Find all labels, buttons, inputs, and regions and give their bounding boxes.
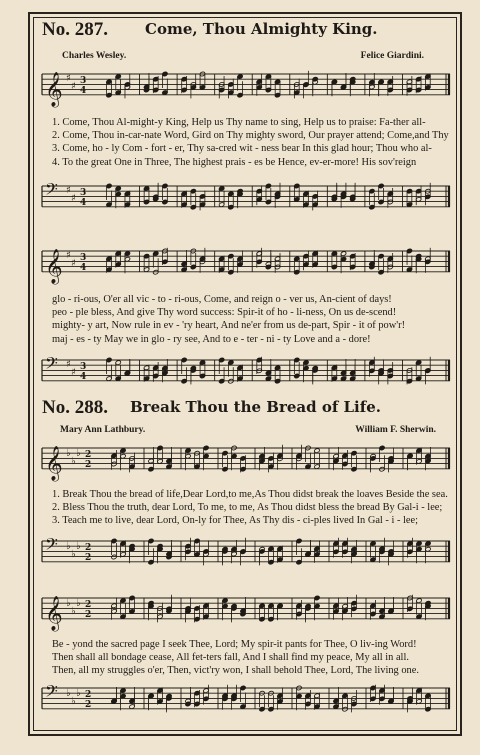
- verse-line: 1. Come, Thou Al-might-y King, Help us Thy name to sing, Help us to praise: Fa-ther all-: [52, 117, 426, 128]
- time-signature: 4: [80, 263, 87, 273]
- verse-line: Then shall all bondage cease, All fet-ters fall, And I shall find my peace, My all in all.: [52, 652, 409, 664]
- key-signature: ♭: [66, 448, 71, 459]
- hymn-number: No. 287.: [42, 19, 108, 40]
- key-signature: ♯: [71, 193, 76, 204]
- time-signature: 2: [85, 690, 92, 700]
- composer: Felice Giardini.: [360, 51, 424, 61]
- key-signature: ♭: [66, 688, 71, 699]
- time-signature: 3: [80, 188, 87, 198]
- verse-line: Then, all my struggles o'er, Then, vict'ry won, I shall behold Thee, Lord, The living one.: [52, 665, 419, 677]
- time-signature: 2: [85, 450, 92, 460]
- bass-clef: 𝄢: [45, 534, 58, 558]
- key-signature: ♭: [71, 606, 76, 617]
- staff-bass-1: [40, 178, 452, 222]
- composer: William F. Sherwin.: [355, 425, 436, 435]
- hymn-288-credits: [58, 425, 438, 437]
- lyricist: Mary Ann Lathbury.: [60, 425, 146, 435]
- time-signature: 2: [85, 600, 92, 610]
- verse-line: glo - ri-ous, O'er all vic - to - ri-ous, Come, and reign o - ver us, An-cient of days!: [52, 294, 392, 305]
- time-signature: 3: [80, 76, 87, 86]
- key-signature: ♯: [66, 73, 71, 84]
- time-signature: 2: [85, 553, 92, 563]
- time-signature: 2: [85, 460, 92, 470]
- key-signature: ♯: [66, 250, 71, 261]
- treble-clef: 𝄞: [45, 445, 63, 481]
- hymn-number: No. 288.: [42, 397, 108, 418]
- time-signature: 4: [80, 198, 87, 208]
- key-signature: ♭: [66, 541, 71, 552]
- verse-line: 3. Come, ho - ly Com - fort - er, Thy sa-cred wit - ness bear In this glad hour; Thou who al-: [52, 143, 432, 155]
- time-signature: 2: [85, 700, 92, 710]
- hymn-title: Come, Thou Almighty King.: [145, 20, 378, 38]
- key-signature: ♭: [71, 696, 76, 707]
- verse-line: mighty- y art, Now rule in ev - 'ry heart, And ne'er from us de-part, Spir - it of pow'r!: [52, 320, 406, 332]
- key-signature: ♯: [66, 359, 71, 370]
- time-signature: 2: [85, 543, 92, 553]
- hymn-288-header: [42, 397, 452, 421]
- bass-clef: 𝄢: [45, 353, 58, 377]
- verse-line: Be - yond the sacred page I seek Thee, Lord; My spir-it pants for Thee, O liv-ing Word!: [52, 639, 417, 650]
- hymn-287-verses-b: [52, 293, 456, 346]
- bass-clef: 𝄢: [45, 681, 58, 705]
- staff-treble-1: [40, 66, 452, 110]
- hymn-288-verses-a: [52, 488, 456, 528]
- treble-clef: 𝄞: [45, 71, 63, 107]
- time-signature: 4: [80, 372, 87, 382]
- hymn-287-header: [42, 19, 452, 43]
- hymn-287-verses-a: [52, 116, 456, 169]
- staff-bass-4: [40, 680, 452, 722]
- key-signature: ♭: [71, 456, 76, 467]
- treble-clef: 𝄞: [45, 595, 63, 631]
- time-signature: 3: [80, 362, 87, 372]
- key-signature: ♯: [66, 185, 71, 196]
- verse-line: 2. Bless Thou the truth, dear Lord, To me, to me, As Thou didst bless the bread By Gal-i - lee;: [52, 502, 443, 514]
- staff-treble-4: [40, 590, 452, 634]
- lyricist: Charles Wesley.: [62, 51, 127, 61]
- staff-bass-2: [40, 352, 452, 392]
- key-signature: ♭: [76, 688, 81, 699]
- staff-treble-3: [40, 440, 452, 484]
- treble-clef: 𝄞: [45, 248, 63, 284]
- verse-line: 1. Break Thou the bread of life,Dear Lord,to me,As Thou didst break the loaves Beside the sea.: [52, 489, 448, 500]
- key-signature: ♯: [71, 81, 76, 92]
- verse-line: 4. To the great One in Three, The highest prais - es be Hence, ev-er-more! His sov'reign: [52, 156, 417, 168]
- verse-line: 2. Come, Thou in-car-nate Word, Gird on Thy mighty sword, Our prayer attend; Come,and Thy: [52, 130, 449, 142]
- staff-bass-3: [40, 533, 452, 577]
- key-signature: ♯: [71, 258, 76, 269]
- hymn-title: Break Thou the Bread of Life.: [130, 398, 381, 416]
- key-signature: ♭: [76, 541, 81, 552]
- hymn-288-verses-b: [52, 638, 456, 678]
- time-signature: 4: [80, 86, 87, 96]
- verse-line: peo - ple bless, And give Thy word success: Spir-it of ho - li-ness, On us de-scend!: [52, 307, 397, 319]
- key-signature: ♯: [71, 367, 76, 378]
- hymn-287-credits: [58, 51, 438, 63]
- key-signature: ♭: [71, 549, 76, 560]
- bass-clef: 𝄢: [45, 179, 58, 203]
- key-signature: ♭: [66, 598, 71, 609]
- time-signature: 3: [80, 253, 87, 263]
- verse-line: maj - es - ty May we in glo - ry see, And to e - ter - ni - ty Love and a - dore!: [52, 333, 371, 345]
- time-signature: 2: [85, 610, 92, 620]
- key-signature: ♭: [76, 598, 81, 609]
- key-signature: ♭: [76, 448, 81, 459]
- verse-line: 3. Teach me to live, dear Lord, On-ly for Thee, As Thy dis - ci-ples lived In Gal - i - lee;: [52, 515, 419, 527]
- staff-treble-2: [40, 243, 452, 287]
